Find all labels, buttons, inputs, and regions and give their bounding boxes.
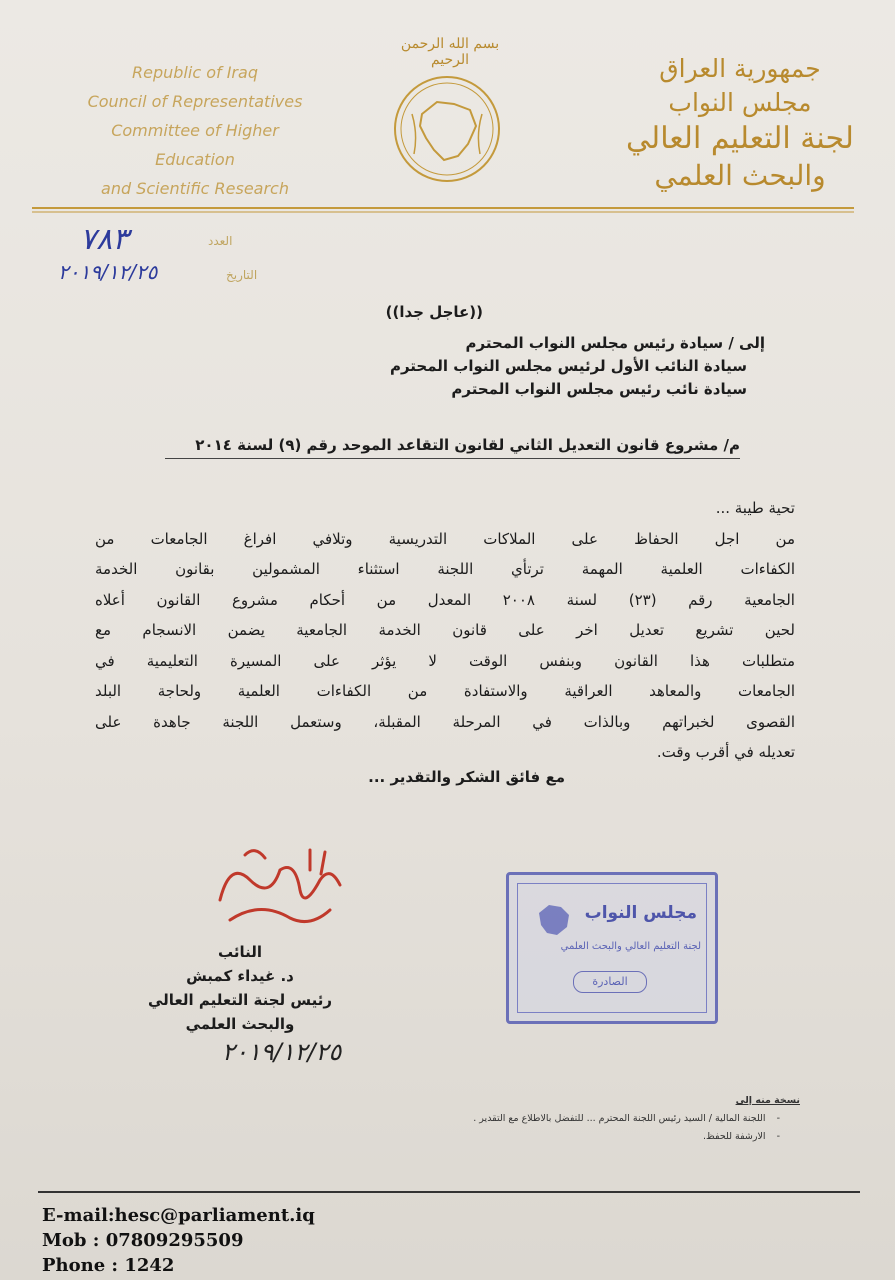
recipients xyxy=(390,332,765,401)
greeting: تحية طيبة ... xyxy=(715,499,795,517)
recipient-line: سيادة نائب رئيس مجلس النواب المحترم xyxy=(451,380,747,398)
letter-body xyxy=(95,493,795,768)
reference-date: ٢٠١٩/١٢/٢٥ xyxy=(58,260,158,284)
footer-divider xyxy=(38,1191,860,1193)
body-line: لحين تشريع تعديل اخر على قانون الخدمة الجامعية يضمن الانسجام مع xyxy=(95,621,795,639)
urgency-label: ((عاجل جدا)) xyxy=(385,303,483,321)
reference-number-label: العدد xyxy=(208,234,233,248)
body-line: الجامعات والمعاهد العراقية والاستفادة من الكفاءات العلمية ولحاجة البلد xyxy=(95,682,795,700)
body-line: متطلبات هذا القانون وبنفس الوقت لا يؤثر على المسيرة التعليمية في xyxy=(95,651,795,670)
header-line-republic: جمهورية العراق xyxy=(659,54,821,83)
stamp-subtitle: لجنة التعليم العالي والبحث العلمي xyxy=(560,941,701,952)
reference-block xyxy=(58,222,318,292)
copies-item: - الارشفة للحفظ. xyxy=(473,1128,780,1146)
signatory-block xyxy=(140,940,340,1036)
signatory-line: النائب xyxy=(217,943,263,961)
iraq-emblem-icon xyxy=(382,64,512,198)
header-line-council: مجلس النواب xyxy=(668,88,812,117)
basmala: بسم الله الرحمن الرحيم xyxy=(400,36,500,68)
header-en-line: Council of Representatives xyxy=(87,92,303,111)
recipient-line: إلى / سيادة رئيس مجلس النواب المحترم xyxy=(465,334,765,352)
signatory-line: والبحث العلمي xyxy=(185,1015,295,1033)
header-en-line: Committee of Higher Education xyxy=(111,121,279,169)
header-divider xyxy=(32,205,854,215)
handwritten-signature xyxy=(200,840,360,940)
copies-list xyxy=(473,1092,800,1146)
stamp-label: الصادرة xyxy=(573,971,647,993)
footer-contact xyxy=(42,1203,315,1278)
header-english-title xyxy=(80,58,310,203)
footer-mobile: Mob : 07809295509 xyxy=(42,1230,244,1251)
stamp-title: مجلس النواب xyxy=(584,903,697,923)
copies-heading: نسخة منه إلى xyxy=(735,1095,800,1106)
header-line-committee: لجنة التعليم العالي xyxy=(626,121,854,156)
header-en-line: Republic of Iraq xyxy=(132,63,258,82)
reference-date-label: التاريخ xyxy=(226,268,258,282)
body-line: القصوى لخبراتهم وبالذات في المرحلة المقبلة، وستعمل اللجنة جاهدة على xyxy=(95,712,795,731)
signature-date: ٢٠١٩/١٢/٢٥ xyxy=(222,1038,342,1066)
header-en-line: and Scientific Research xyxy=(101,179,289,198)
letter-subject: م/ مشروع قانون التعديل الثاني لقانون التقاعد الموحد رقم (٩) لسنة ٢٠١٤ xyxy=(165,436,740,459)
header-line-research: والبحث العلمي xyxy=(654,159,826,192)
official-stamp xyxy=(506,872,718,1024)
copies-item: - اللجنة المالية / السيد رئيس اللجنة المحترم ... للتفضل بالاطلاع مع التقدير . xyxy=(473,1110,780,1128)
header-arabic-title xyxy=(625,52,855,194)
signatory-line: رئيس لجنة التعليم العالي xyxy=(148,991,332,1009)
body-line: من اجل الحفاظ على الملاكات التدريسية وتلافي افراغ الجامعات من xyxy=(95,529,795,548)
footer-email: E-mail:hesc@parliament.iq xyxy=(42,1205,315,1226)
body-line: الكفاءات العلمية المهمة ترتأي اللجنة استثناء المشمولين بقانون الخدمة xyxy=(95,560,795,578)
body-line: تعديله في أقرب وقت. xyxy=(656,743,795,761)
iraq-map-icon xyxy=(531,897,575,941)
signatory-name: د. غيداء كمبش xyxy=(186,967,294,985)
body-line: الجامعية رقم (٢٣) لسنة ٢٠٠٨ المعدل من أحكام مشروع القانون أعلاه xyxy=(95,590,795,609)
recipient-line: سيادة النائب الأول لرئيس مجلس النواب المحترم xyxy=(389,357,747,375)
reference-number: ٧٨٣ xyxy=(80,222,129,257)
footer-phone: Phone : 1242 xyxy=(42,1255,175,1276)
closing-line: مع فائق الشكر والتقدير ... xyxy=(368,768,565,786)
